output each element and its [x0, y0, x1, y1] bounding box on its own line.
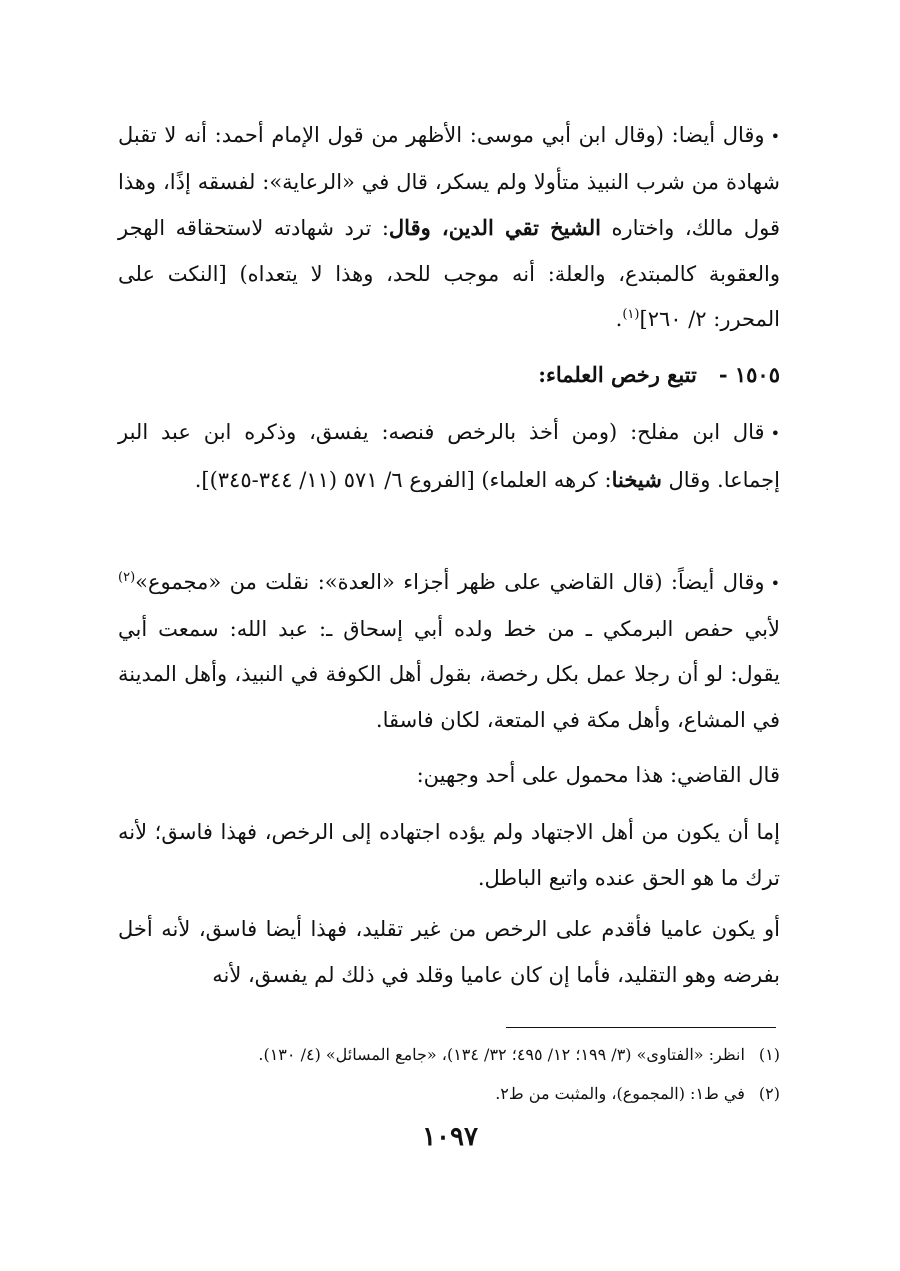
- paragraph-al-qadi: [118, 560, 780, 743]
- bold-phrase: الشيخ تقي الدين، وقال: [388, 215, 601, 240]
- footnote-number: (٢): [758, 1084, 780, 1103]
- paragraph-ibn-muflih: [118, 410, 780, 503]
- footnote-text: انظر: «الفتاوى» (٣/ ١٩٩؛ ١٢/ ٤٩٥؛ ٣٢/ ١٣٤)، «جامع المسائل» (٤/ ١٣٠).: [258, 1045, 745, 1064]
- page-number: ١٠٩٧: [422, 1122, 478, 1152]
- section-number: ١٥٠٥ -: [718, 362, 780, 387]
- bullet-icon: •: [770, 127, 780, 146]
- paragraph-case-one: إما أن يكون من أهل الاجتهاد ولم يؤده اجتهاده إلى الرخص، فهذا فاسق؛ لأنه ترك ما هو الحق عنده واتبع الباطل.: [118, 820, 780, 890]
- footnote-text: في ط١: (المجموع)، والمثبت من ط٢.: [495, 1084, 745, 1103]
- bold-phrase: شيخنا: [611, 466, 662, 492]
- paragraph-ibn-abi-musa: [118, 113, 780, 343]
- paragraph-text: قال ابن مفلح: (ومن أخذ بالرخص فنصه: يفسق، وذكره ابن عبد البر إجماعا. وقال: [118, 420, 780, 492]
- paragraph-end: .: [615, 307, 623, 331]
- footnote-1: [118, 1040, 780, 1070]
- section-heading: [118, 352, 780, 397]
- footnote-reference[interactable]: (١): [622, 307, 640, 322]
- footnote-2: [118, 1079, 780, 1109]
- bullet-icon: •: [770, 574, 780, 593]
- bullet-icon: •: [770, 424, 780, 443]
- paragraph-text: وقال أيضا: (وقال ابن أبي موسى: الأظهر من قول الإمام أحمد: أنه لا تقبل شهادة من شرب النبيذ متأولا ولم يسكر، قال في «الرعاية»: لفسقه إذًا، وهذا قول مالك، واختاره: [118, 123, 781, 240]
- paragraph-text: : ترد شهادته لاستحقاقه الهجر والعقوبة كالمبتدع، والعلة: أنه موجب للحد، وهذا لا يتعداه) [النكت على المحرر: ٢/ ٢٦٠]: [118, 216, 780, 331]
- footnote-divider: [506, 1027, 776, 1028]
- section-title: تتبع رخص العلماء:: [538, 362, 697, 387]
- footnote-number: (١): [758, 1045, 780, 1064]
- paragraph-text: وقال أيضاً: (قال القاضي على ظهر أجزاء «العدة»: نقلت من «مجموع»: [135, 570, 765, 594]
- paragraph-two-cases: قال القاضي: هذا محمول على أحد وجهين:: [416, 763, 780, 787]
- paragraph-text: : كرهه العلماء) [الفروع ٦/ ٥٧١ (١١/ ٣٤٤-٣٤٥)].: [194, 467, 612, 492]
- paragraph-text: لأبي حفص البرمكي ـ من خط ولده أبي إسحاق ـ: عبد الله: سمعت أبي يقول: لو أن رجلا عمل بكل رخصة، بقول أهل الكوفة في النبيذ، وأهل المدينة في المشاع، وأهل مكة في المتعة، لكان فاسقا.: [118, 616, 780, 732]
- paragraph-case-two: أو يكون عاميا فأقدم على الرخص من غير تقليد، فهذا أيضا فاسق، لأنه أخل بفرضه وهو التقليد، فأما إن كان عاميا وقلد في ذلك لم يفسق، لأنه: [118, 917, 780, 987]
- footnote-reference[interactable]: (٢): [118, 570, 136, 585]
